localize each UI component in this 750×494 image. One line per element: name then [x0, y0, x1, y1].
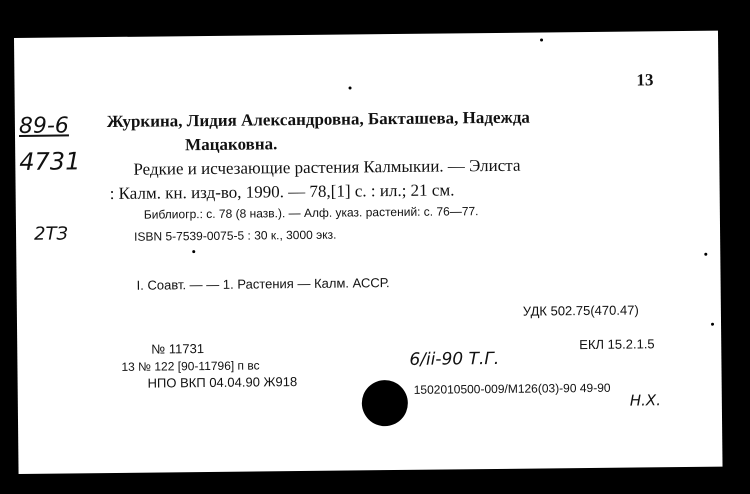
page-number: 13 [636, 70, 654, 90]
shelfmark-bottom: 4731 [19, 147, 81, 176]
entry-heading-line2: Мацаковна. [185, 134, 278, 155]
speck [192, 250, 195, 253]
npo-line: НПО ВКП 04.04.90 Ж918 [147, 374, 298, 391]
speck [349, 86, 352, 89]
speck [711, 323, 714, 326]
ekl-code: ЕКЛ 15.2.1.5 [579, 336, 655, 353]
title-line2: : Калм. кн. изд-во, 1990. — 78,[1] с. : ил.; 21 см. [109, 180, 455, 204]
shelfmark-top: 89-6 [18, 113, 69, 139]
entry-heading-line1: Журкина, Лидия Александровна, Бакташева, Надежда [106, 107, 530, 132]
biblio-note: Библиогр.: с. 78 (8 назв.). — Алф. указ. растений: с. 76—77. [143, 204, 479, 222]
order-line: 13 № 122 [90-11796] п вс [121, 358, 260, 374]
speck [704, 253, 707, 256]
title-line1: Редкие и исчезающие растения Калмыкии. — Элиста [133, 155, 521, 179]
record-number: № 11731 [151, 341, 205, 357]
udk-code: УДК 502.75(470.47) [522, 302, 639, 319]
initials-note: Н.Х. [629, 391, 662, 410]
margin-note: 2ТЗ [33, 223, 69, 245]
speck [540, 38, 543, 41]
isbn-line: ISBN 5-7539-0075-5 : 30 к., 3000 экз. [134, 227, 337, 244]
catalog-card [14, 31, 723, 474]
punch-hole [362, 380, 408, 426]
date-note: 6/ii-90 Т.Г. [409, 348, 500, 370]
subject-headings: I. Соавт. — — 1. Растения — Калм. АССР. [136, 275, 390, 293]
index-code: 1502010500-009/М126(03)-90 49-90 [413, 380, 611, 397]
